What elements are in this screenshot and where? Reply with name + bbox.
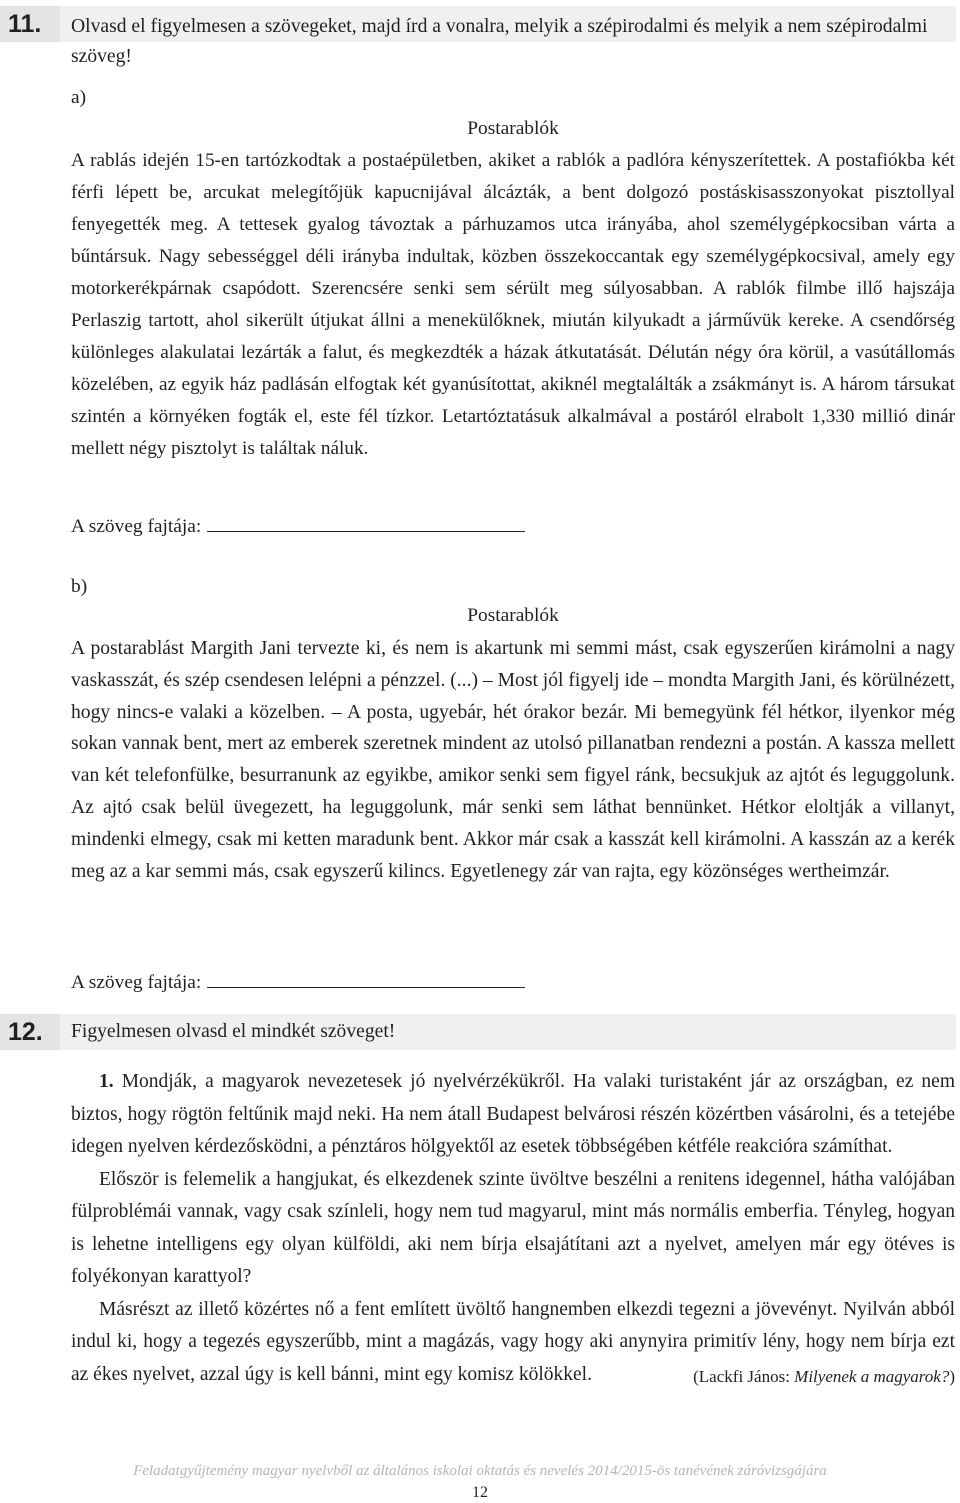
- section-a-answer-label: A szöveg fajtája:: [71, 516, 202, 537]
- section-b-answer-label: A szöveg fajtája:: [71, 972, 202, 993]
- page-number: 12: [472, 1484, 488, 1501]
- task-number-12: 12.: [0, 1014, 60, 1050]
- section-a-answer-blank[interactable]: [207, 515, 525, 532]
- text1-block: [71, 1066, 955, 1393]
- section-a-label: a): [71, 87, 87, 108]
- section-b-label: b): [71, 576, 88, 597]
- text1-source-title: Milyenek a magyarok?: [794, 1366, 950, 1386]
- page-footer: Feladatgyűjtemény magyar nyelvből az általános iskolai oktatás és nevelés 2014/2015-ös tanévének záróvizsgájára: [133, 1463, 827, 1479]
- section-b-answer-blank[interactable]: [207, 971, 525, 988]
- text1-source: [665, 1361, 955, 1394]
- text1-number: 1.: [99, 1071, 114, 1092]
- text1-paragraph-2: Először is felemelik a hangjukat, és elkezdenek szinte üvöltve beszélni a renitens idegennel, hátha valójában fülproblémái vannak, vagy csak színleli, hogy nem tud magyarul, mint más normális emberfia. Tényleg, hogyan is lehetne intelligens egy olyan külföldi, aki nem bírja elsajátítani azt a nyelvet, amelyen már egy ötéves is folyékonyan karattyol?: [71, 1168, 955, 1287]
- section-a-answer-line: [71, 512, 525, 542]
- task-instruction-11: Olvasd el figyelmesen a szövegeket, majd írd a vonalra, melyik a szépirodalmi és melyik a nem szépirodalmi szöveg!: [71, 16, 928, 67]
- section-b-title: Postarablók: [467, 605, 559, 626]
- section-b-body: A postarablást Margith Jani tervezte ki, és nem is akartunk mi semmi mást, csak egyszerűen kirámolni a nagy vaskasszát, és szép csendesen lelépni a pénzzel. (...) – Most jól figyelj ide – mondta Margith Jani, és körülnézett, hogy nincs-e valaki a közelben. – A posta, ugyebár, hét órakor bezár. Mi bemegyünk fél hétkor, ilyenkor még sokan vannak bent, mert az emberek szeretnek mindent az utolsó pillanatban rendezni a postán. A kassza mellett van két telefonfülke, besurranunk az egyikbe, amikor senki sem figyel ránk, becsukjuk az ajtót és leguggolunk. Az ajtó csak belül üvegezett, ha leguggolunk, már senki sem láthat bennünket. Hétkor eloltják a villanyt, mindenki elmegy, csak mi ketten maradunk bent. Akkor már csak a kasszát kell kirámolni. A kasszán az a kerék meg az a kar semmi más, csak egyszerű kilincs. Egyetlenegy zár van rajta, egy közönséges wertheimzár.: [71, 638, 955, 882]
- section-b-answer-line: [71, 968, 525, 998]
- section-a-title: Postarablók: [467, 118, 559, 139]
- text1-paragraph-3-text: Másrészt az illető közértes nő a fent említett üvöltő hangnemben elkezdi tegezni a jövevényt. Nyilván abból indul ki, hogy a tegezés egyszerűbb, mint a magázás, vagy hogy aki anynyira primitív lény, hogy nem bírja ezt az ékes nyelvet, azzal úgy is kell bánni, mint egy komisz kölökkel.: [71, 1298, 955, 1385]
- text1-paragraph-1: [71, 1066, 955, 1164]
- task-instruction-12: Figyelmesen olvasd el mindkét szöveget!: [71, 1021, 396, 1042]
- text1-paragraph-3: [71, 1294, 955, 1392]
- text1-source-prefix: (Lackfi János:: [693, 1366, 795, 1386]
- section-a-body: A rablás idején 15-en tartózkodtak a postaépületben, akiket a rablók a padlóra kényszerítettek. A postafiókba két férfi lépett be, arcukat melegítőjük kapucnijával álcázták, a bent dolgozó postáskisasszonyokat pisztollyal fenyegették meg. A tettesek gyalog távoztak a párhuzamos utca irányába, ahol személygépkocsiban várta a bűntársuk. Nagy sebességgel déli irányba indultak, közben összekoccantak egy személygépkocsival, amely egy motorkerékpárnak csapódott. Szerencsére senki sem sérült meg súlyosabban. A rablók filmbe illő hajszája Perlaszig tartott, ahol sikerült útjukat állni a menekülőknek, miután kilyukadt a járművük kereke. A csendőrség különleges alakulatai lezárták a falut, és megkezdték a házak átkutatását. Délután négy óra körül, a vasútállomás közelében, az egyik ház padlásán elfogtak két gyanúsítottat, akiknél megtalálták a zsákmányt is. A három társukat szintén a környéken fogták el, este fél tízkor. Letartóztatásuk alkalmával a postáról elrabolt 1,330 millió dinár mellett négy pisztolyt is találtak náluk.: [71, 150, 955, 459]
- text1-paragraph-1-text: Mondják, a magyarok nevezetesek jó nyelvérzékükről. Ha valaki turistaként jár az országban, ez nem biztos, hogy rögtön feltűnik majd neki. Ha nem átall Budapest belvárosi részén közértben vásárolni, és a tetejébe idegen nyelven kérdezősködni, a pénztáros hölgyektől az esetek többségében kétféle reakcióra számíthat.: [71, 1071, 956, 1157]
- task-number-11: 11.: [0, 6, 60, 42]
- text1-source-suffix: ): [949, 1366, 955, 1386]
